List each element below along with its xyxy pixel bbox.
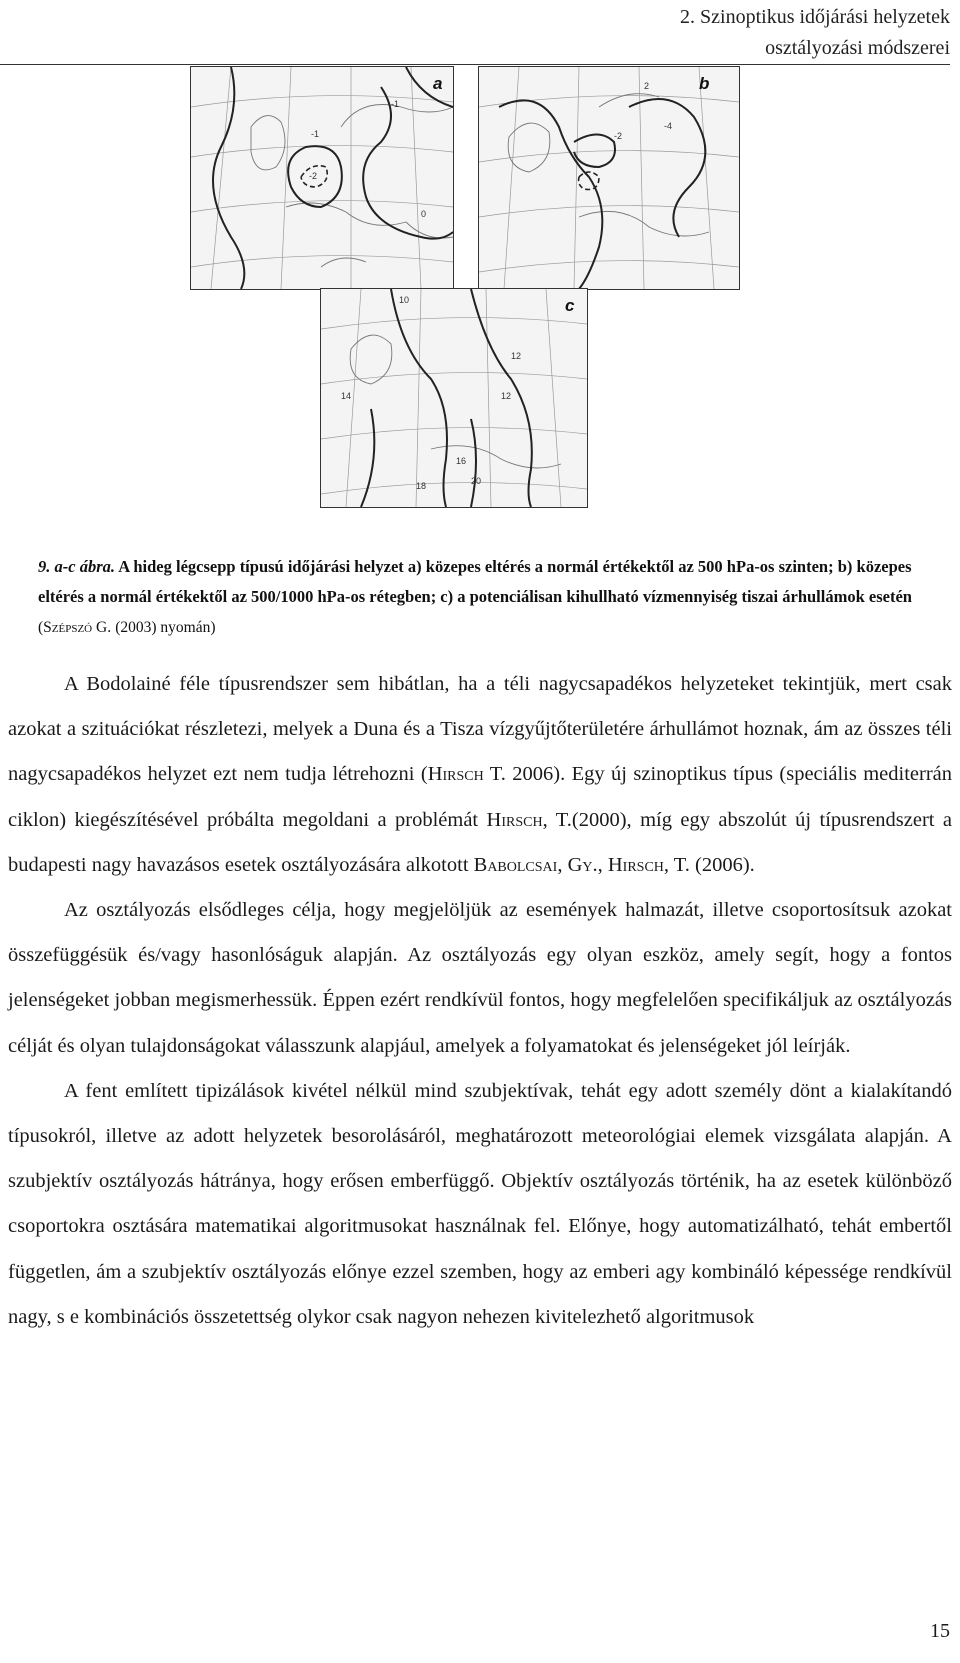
figure-label: 9. a-c ábra.: [38, 557, 115, 576]
isoline-label: -1: [391, 99, 400, 109]
paragraph-1: [8, 662, 952, 888]
citation-author: Hirsch, T.: [486, 808, 572, 831]
panel-letter-b: b: [699, 74, 710, 93]
isoline-label: 2: [644, 81, 650, 91]
isoline-label: 12: [511, 351, 522, 361]
header-rule: [0, 64, 950, 65]
panel-letter-a: a: [433, 74, 443, 93]
paragraph-3: A fent említett tipizálások kivétel nélkül mind szubjektívak, tehát egy adott személy dönt a kialakítandó típusokról, illetve az adott helyzetek besorolásáról, meghatározott meteorológiai elemek vizsgálata alapján. A szubjektív osztályozás hátránya, hogy erősen emberfüggő. Objektív osztályozás történik, ha az esetek különböző csoportokra osztására matematikai algoritmusokat használnak fel. Előnye, hogy automatizálható, tehát embertől független, ám a szubjektív osztályozás előnye ezzel szemben, hogy az emberi agy kombináló képessége rendkívül nagy, s e kombinációs összetettség olykor csak nagyon nehezen kivitelezhető algoritmusok: [8, 1079, 952, 1328]
map-a-drawing: [191, 67, 453, 289]
header-line-1: 2. Szinoptikus időjárási helyzetek: [680, 6, 950, 28]
header-line-2: osztályozási módszerei: [765, 37, 950, 59]
body-text: [8, 662, 952, 1340]
figure-caption-text: A hideg légcsepp típusú időjárási helyzet a) közepes eltérés a normál értékektől az 500 hPa-os szinten; b) közepes eltérés a normál értékektől az 500/1000 hPa-os rétegben; c) a potenciálisan kihullható vízmennyiség tiszai árhullámok esetén: [38, 557, 912, 606]
isoline-label: 18: [416, 481, 427, 491]
isoline-label: -2: [614, 131, 623, 141]
isoline-label: 0: [421, 209, 427, 219]
panel-letter-c: c: [565, 296, 575, 315]
figure-source-close: (2003) nyomán): [115, 619, 216, 636]
isoline-label: 12: [501, 391, 512, 401]
running-header: [680, 2, 950, 64]
isoline-label: -1: [311, 129, 320, 139]
map-panel-c: [320, 288, 588, 508]
map-b-drawing: [479, 67, 739, 289]
isoline-label: 14: [341, 391, 352, 401]
p1-text-3: (2000), míg egy abszolút új típusrendszert a budapesti nagy havazásos esetek osztályozására alkotott: [8, 808, 953, 876]
p1-text-1: A Bodolainé féle típusrendszer sem hibátlan, ha a téli nagycsapadékos helyzeteket tekintjük, mert csak azokat a szituációkat részletezi, melyek a Duna és a Tisza vízgyűjtőterületére árhullámot hoznak, ám az összes téli nagycsapadékos helyzet ezt nem tudja létrehozni (: [8, 673, 952, 786]
figure-caption: [38, 552, 933, 643]
map-panel-a: [190, 66, 454, 290]
isoline-label: 10: [399, 295, 410, 305]
figure-source-author: Szépszó G.: [43, 619, 112, 636]
citation-author: Hirsch T.: [427, 763, 506, 786]
p1-text-4: (2006).: [689, 853, 755, 876]
isoline-label: -2: [309, 171, 318, 181]
page-number: 15: [930, 1620, 950, 1642]
isoline-label: 16: [456, 456, 467, 466]
figure-source-open: (: [38, 619, 44, 636]
isoline-label: 20: [471, 476, 482, 486]
paragraph-2: Az osztályozás elsődleges célja, hogy megjelöljük az események halmazát, illetve csoportosítsuk azokat összefüggésük és/vagy hasonlóságuk alapján. Az osztályozás egy olyan eszköz, amely segít, hogy a fontos jelenségeket jobban megismerhessük. Éppen ezért rendkívül fontos, hogy megfelelően specifikáljuk az osztályozás célját és olyan tulajdonságokat válasszunk alapjául, amelyek a folyamatokat és jelenségeket jól leírják.: [8, 899, 952, 1057]
p1-text-2: 2006). Egy új szinoptikus típus (speciális mediterrán ciklon) kiegészítésével próbálta megoldani a problémát: [8, 763, 952, 831]
isoline-label: -4: [664, 121, 673, 131]
citation-author: Babolcsai, Gy., Hirsch, T.: [473, 853, 690, 876]
map-c-drawing: [321, 289, 587, 507]
map-panel-b: [478, 66, 740, 290]
